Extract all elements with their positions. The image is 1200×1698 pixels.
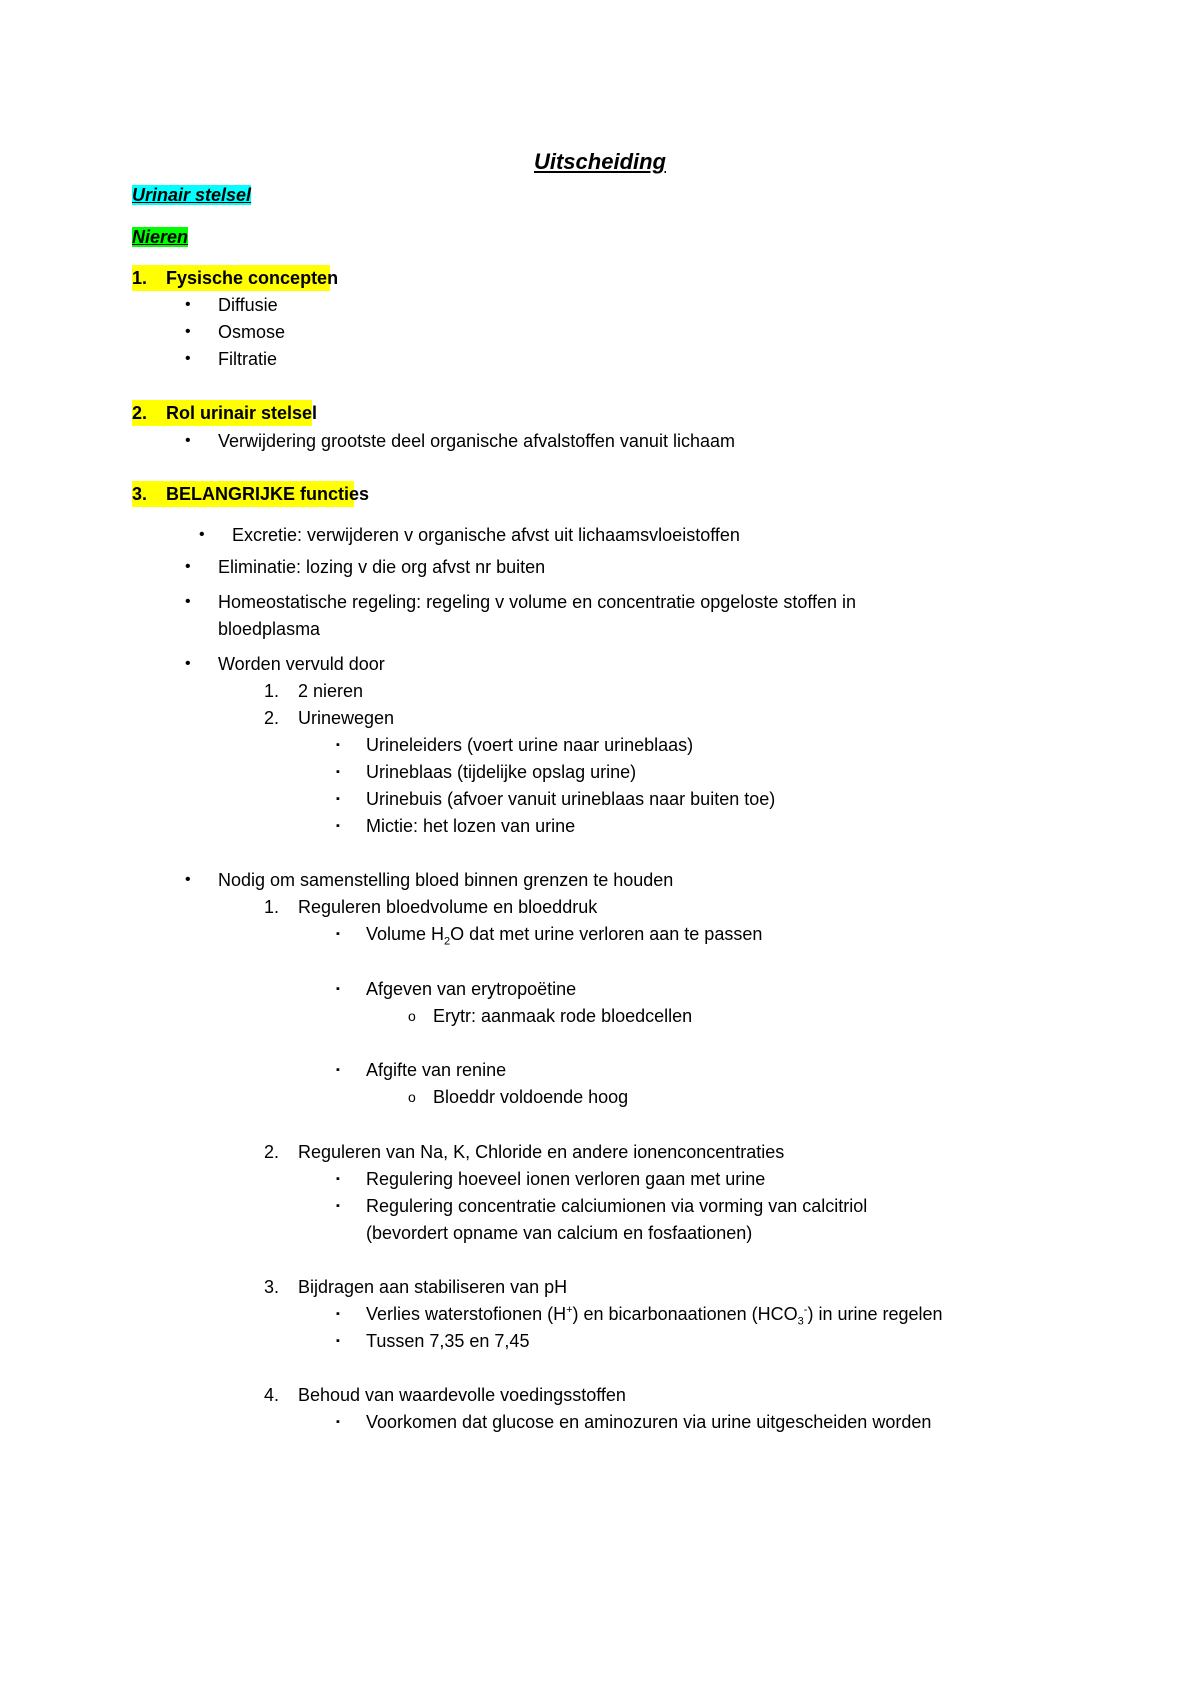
sub-sub-item-text: Erytr: aanmaak rode bloedcellen: [433, 1006, 693, 1026]
list-item-text: Nodig om samenstelling bloed binnen grenzen te houden: [218, 870, 674, 890]
heading-number: 3.: [132, 484, 148, 504]
bullet-icon: •: [185, 432, 191, 449]
sub-item-text: Afgifte van renine: [366, 1060, 507, 1080]
sub-item-text: Afgeven van erytropoëtine: [366, 979, 577, 999]
square-bullet-icon: ▪: [336, 1064, 340, 1076]
item-text: Reguleren bloedvolume en bloeddruk: [298, 897, 598, 917]
heading-fysische-concepten: [132, 265, 339, 291]
item-text: Urinewegen: [298, 708, 395, 728]
sub-item-text: (bevordert opname van calcium en fosfaationen): [366, 1223, 753, 1243]
list-item-text: Excretie: verwijderen v organische afvst uit lichaamsvloeistoffen: [232, 525, 740, 545]
square-bullet-icon: ▪: [336, 1416, 340, 1428]
square-bullet-icon: ▪: [336, 766, 340, 778]
item-number: 1.: [264, 897, 280, 917]
item-number: 2.: [264, 1142, 280, 1162]
sub-item-text: Urineblaas (tijdelijke opslag urine): [366, 762, 637, 782]
heading-nieren: [132, 224, 188, 250]
square-bullet-icon: ▪: [336, 983, 340, 995]
item-number: 1.: [264, 681, 280, 701]
heading-nieren-text: Nieren: [132, 227, 189, 247]
square-bullet-icon: ▪: [336, 1335, 340, 1347]
list-item-text: Homeostatische regeling: regeling v volume en concentratie opgeloste stoffen in: [218, 592, 857, 612]
heading-text: Rol urinair stelsel: [166, 403, 318, 423]
sub-item-text: Tussen 7,35 en 7,45: [366, 1331, 530, 1351]
list-item-continuation: [218, 616, 320, 642]
square-bullet-icon: ▪: [336, 928, 340, 940]
item-text: 2 nieren: [298, 681, 364, 701]
heading-urinair-stelsel: [132, 182, 251, 208]
circle-bullet-icon: o: [408, 1008, 416, 1024]
heading-number: 1.: [132, 268, 148, 288]
bullet-icon: •: [185, 350, 191, 367]
heading-number: 2.: [132, 403, 148, 423]
sub-item-text: Regulering concentratie calciumionen via vorming van calcitriol: [366, 1196, 868, 1216]
sub-item-text: Mictie: het lozen van urine: [366, 816, 576, 836]
bullet-icon: •: [199, 526, 205, 543]
bullet-icon: •: [185, 558, 191, 575]
heading-urinair-stelsel-text: Urinair stelsel: [132, 185, 252, 205]
square-bullet-icon: ▪: [336, 1173, 340, 1185]
square-bullet-icon: ▪: [336, 739, 340, 751]
list-item-text: Osmose: [218, 322, 286, 342]
item-text: Bijdragen aan stabiliseren van pH: [298, 1277, 568, 1297]
bullet-icon: •: [185, 593, 191, 610]
square-bullet-icon: ▪: [336, 793, 340, 805]
list-item-text: Worden vervuld door: [218, 654, 385, 674]
page-title: Uitscheiding: [533, 149, 666, 174]
sub-item-continuation: [366, 1220, 752, 1246]
list-item-text: Eliminatie: lozing v die org afvst nr buiten: [218, 557, 546, 577]
sub-item-text: Volume $H_2O$ dat met urine verloren aan te passen: [366, 924, 763, 948]
list-item-text: Diffusie: [218, 295, 278, 315]
list-item-text: Filtratie: [218, 349, 278, 369]
square-bullet-icon: ▪: [336, 1308, 340, 1320]
sub-item-text: Urinebuis (afvoer vanuit urineblaas naar buiten toe): [366, 789, 776, 809]
bullet-icon: •: [185, 655, 191, 672]
item-number: 2.: [264, 708, 280, 728]
sub-item-text: Verlies waterstofionen (H+) en bicarbonaationen $(HCO_3^-)$ in urine regelen: [366, 1304, 943, 1328]
list-item-text: Verwijdering grootste deel organische afvalstoffen vanuit lichaam: [218, 431, 735, 451]
sub-item-text: Urineleiders (voert urine naar urineblaas): [366, 735, 694, 755]
item-text: Behoud van waardevolle voedingsstoffen: [298, 1385, 626, 1405]
bullet-icon: •: [185, 296, 191, 313]
list-item-text: bloedplasma: [218, 619, 321, 639]
heading-rol-urinair-stelsel: [132, 400, 318, 426]
item-number: 3.: [264, 1277, 280, 1297]
circle-bullet-icon: o: [408, 1089, 416, 1105]
item-text: Reguleren van Na, K, Chloride en andere ionenconcentraties: [298, 1142, 785, 1162]
bullet-icon: •: [185, 323, 191, 340]
sub-item-text: Regulering hoeveel ionen verloren gaan met urine: [366, 1169, 766, 1189]
sub-sub-item-text: Bloeddr voldoende hoog: [433, 1087, 629, 1107]
bullet-icon: •: [185, 871, 191, 888]
square-bullet-icon: ▪: [336, 820, 340, 832]
sub-item-text: Voorkomen dat glucose en aminozuren via urine uitgescheiden worden: [366, 1412, 932, 1432]
heading-text: BELANGRIJKE functies: [166, 484, 370, 504]
square-bullet-icon: ▪: [336, 1200, 340, 1212]
heading-belangrijke-functies: [132, 481, 370, 507]
heading-text: Fysische concepten: [166, 268, 339, 288]
item-number: 4.: [264, 1385, 280, 1405]
